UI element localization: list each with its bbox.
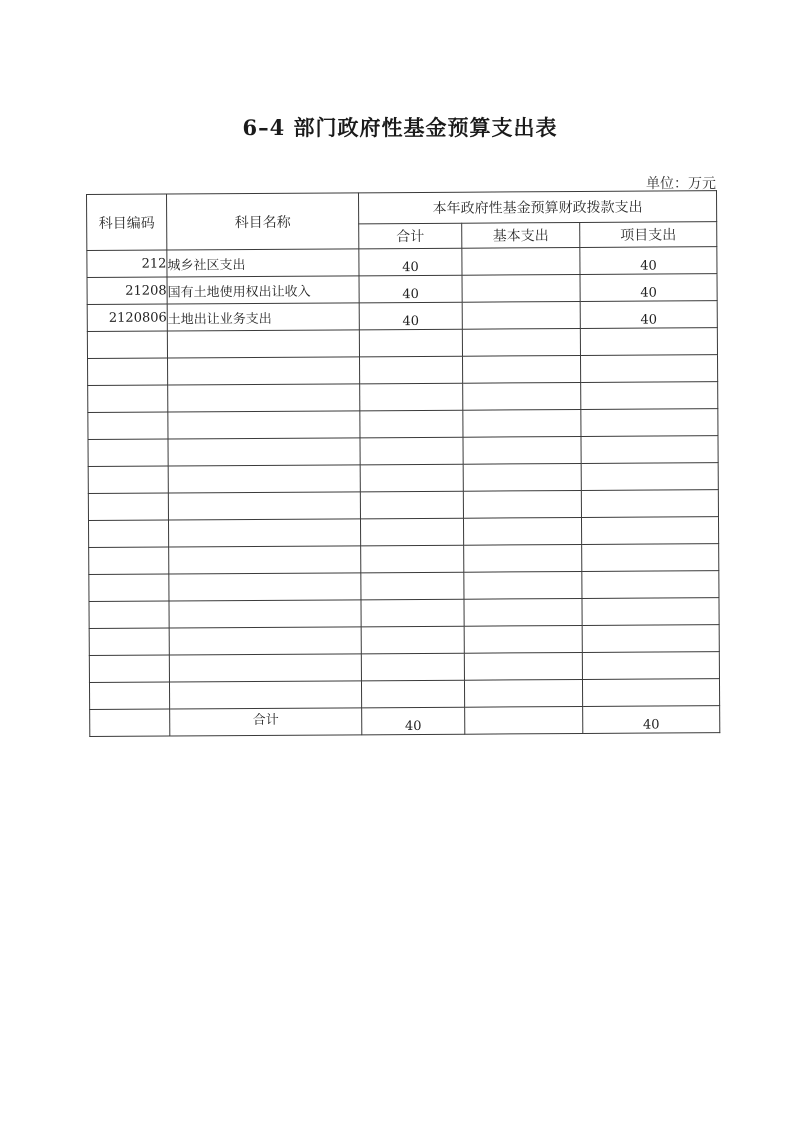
cell-code: 2120806 (87, 304, 167, 331)
cell-basic (464, 598, 582, 626)
table-row (89, 598, 719, 629)
cell-basic (462, 301, 580, 329)
unit-label: 单位：万元 (646, 176, 716, 192)
cell-basic (463, 490, 581, 518)
page-title: 6–4 部门政府性基金预算支出表 (242, 115, 558, 140)
cell-total (361, 626, 464, 654)
cell-project (581, 517, 718, 545)
cell-total (361, 545, 464, 573)
cell-code (88, 520, 168, 547)
header-total: 合计 (359, 223, 462, 249)
cell-project (582, 679, 719, 707)
cell-basic (463, 463, 581, 491)
cell-code (88, 385, 168, 412)
cell-total (359, 329, 462, 357)
cell-name: 国有土地使用权出让收入 (167, 276, 359, 304)
cell-code (87, 331, 167, 358)
cell-code (89, 547, 169, 574)
cell-code: 21208 (87, 277, 167, 304)
cell-basic (462, 274, 580, 302)
budget-table (86, 190, 720, 737)
cell-name (167, 330, 359, 358)
cell-project (580, 328, 717, 356)
cell-total (360, 464, 463, 492)
cell-basic (463, 436, 581, 464)
cell-code (89, 655, 169, 682)
table-row (89, 571, 719, 602)
header-code: 科目编码 (87, 194, 167, 250)
cell-name (169, 654, 361, 682)
cell-basic (462, 355, 580, 383)
cell-basic (464, 679, 582, 707)
cell-name: 土地出让业务支出 (167, 303, 359, 331)
table-row (88, 436, 718, 467)
cell-total (360, 410, 463, 438)
cell-name (169, 627, 361, 655)
cell-project (582, 571, 719, 599)
cell-code (88, 439, 168, 466)
cell-basic (464, 652, 582, 680)
cell-basic (463, 382, 581, 410)
cell-project: 40 (580, 274, 717, 302)
header-project: 项目支出 (580, 222, 717, 248)
cell-total (360, 491, 463, 519)
cell-name: 城乡社区支出 (167, 249, 359, 277)
header-name: 科目名称 (167, 193, 359, 250)
cell-code (89, 601, 169, 628)
table-row (88, 355, 718, 386)
table-row (89, 544, 719, 575)
budget-table-container (86, 194, 716, 737)
cell-basic (462, 247, 580, 275)
total-project: 40 (583, 706, 720, 734)
table-row (88, 382, 718, 413)
cell-basic (464, 571, 582, 599)
cell-total (360, 437, 463, 465)
table-row (88, 517, 718, 548)
cell-basic (463, 517, 581, 545)
cell-project (581, 436, 718, 464)
cell-code: 212 (87, 250, 167, 277)
cell-project (581, 463, 718, 491)
cell-code (88, 493, 168, 520)
total-row (90, 706, 720, 737)
cell-code (89, 628, 169, 655)
cell-project (582, 598, 719, 626)
cell-total (360, 383, 463, 411)
cell-name (169, 681, 361, 709)
cell-name (168, 438, 360, 466)
header-group: 本年政府性基金预算财政拨款支出 (358, 191, 716, 224)
cell-total (360, 518, 463, 546)
table-row (89, 679, 719, 710)
cell-basic (463, 409, 581, 437)
total-basic (465, 706, 583, 734)
cell-code (88, 412, 168, 439)
cell-total: 40 (359, 248, 462, 276)
table-body (87, 247, 720, 710)
cell-total (361, 572, 464, 600)
cell-name (169, 600, 361, 628)
cell-project (582, 652, 719, 680)
cell-project (582, 625, 719, 653)
cell-project (581, 409, 718, 437)
cell-project (582, 544, 719, 572)
cell-code (88, 358, 168, 385)
cell-code (89, 682, 169, 709)
cell-name (168, 384, 360, 412)
table-row (89, 625, 719, 656)
cell-name (168, 357, 360, 385)
cell-project (581, 490, 718, 518)
cell-name (168, 411, 360, 439)
cell-total (359, 356, 462, 384)
cell-name (168, 492, 360, 520)
cell-name (168, 519, 360, 547)
cell-total (361, 653, 464, 681)
cell-project: 40 (580, 247, 717, 275)
cell-basic (464, 544, 582, 572)
cell-name (168, 465, 360, 493)
table-row (89, 652, 719, 683)
total-sum: 40 (362, 707, 465, 735)
table-row (88, 490, 718, 521)
cell-total: 40 (359, 302, 462, 330)
cell-code (88, 466, 168, 493)
cell-total: 40 (359, 275, 462, 303)
table-row (87, 301, 717, 332)
cell-project (580, 355, 717, 383)
table-row (87, 247, 717, 278)
cell-basic (462, 328, 580, 356)
header-basic: 基本支出 (462, 222, 580, 248)
table-row (88, 463, 718, 494)
cell-total (361, 680, 464, 708)
cell-total (361, 599, 464, 627)
table-row (87, 274, 717, 305)
cell-name (169, 573, 361, 601)
cell-name (169, 546, 361, 574)
total-code-cell (90, 709, 170, 736)
cell-project (581, 382, 718, 410)
table-row (87, 328, 717, 359)
cell-project: 40 (580, 301, 717, 329)
total-label: 合计 (170, 708, 362, 736)
cell-code (89, 574, 169, 601)
cell-basic (464, 625, 582, 653)
table-row (88, 409, 718, 440)
